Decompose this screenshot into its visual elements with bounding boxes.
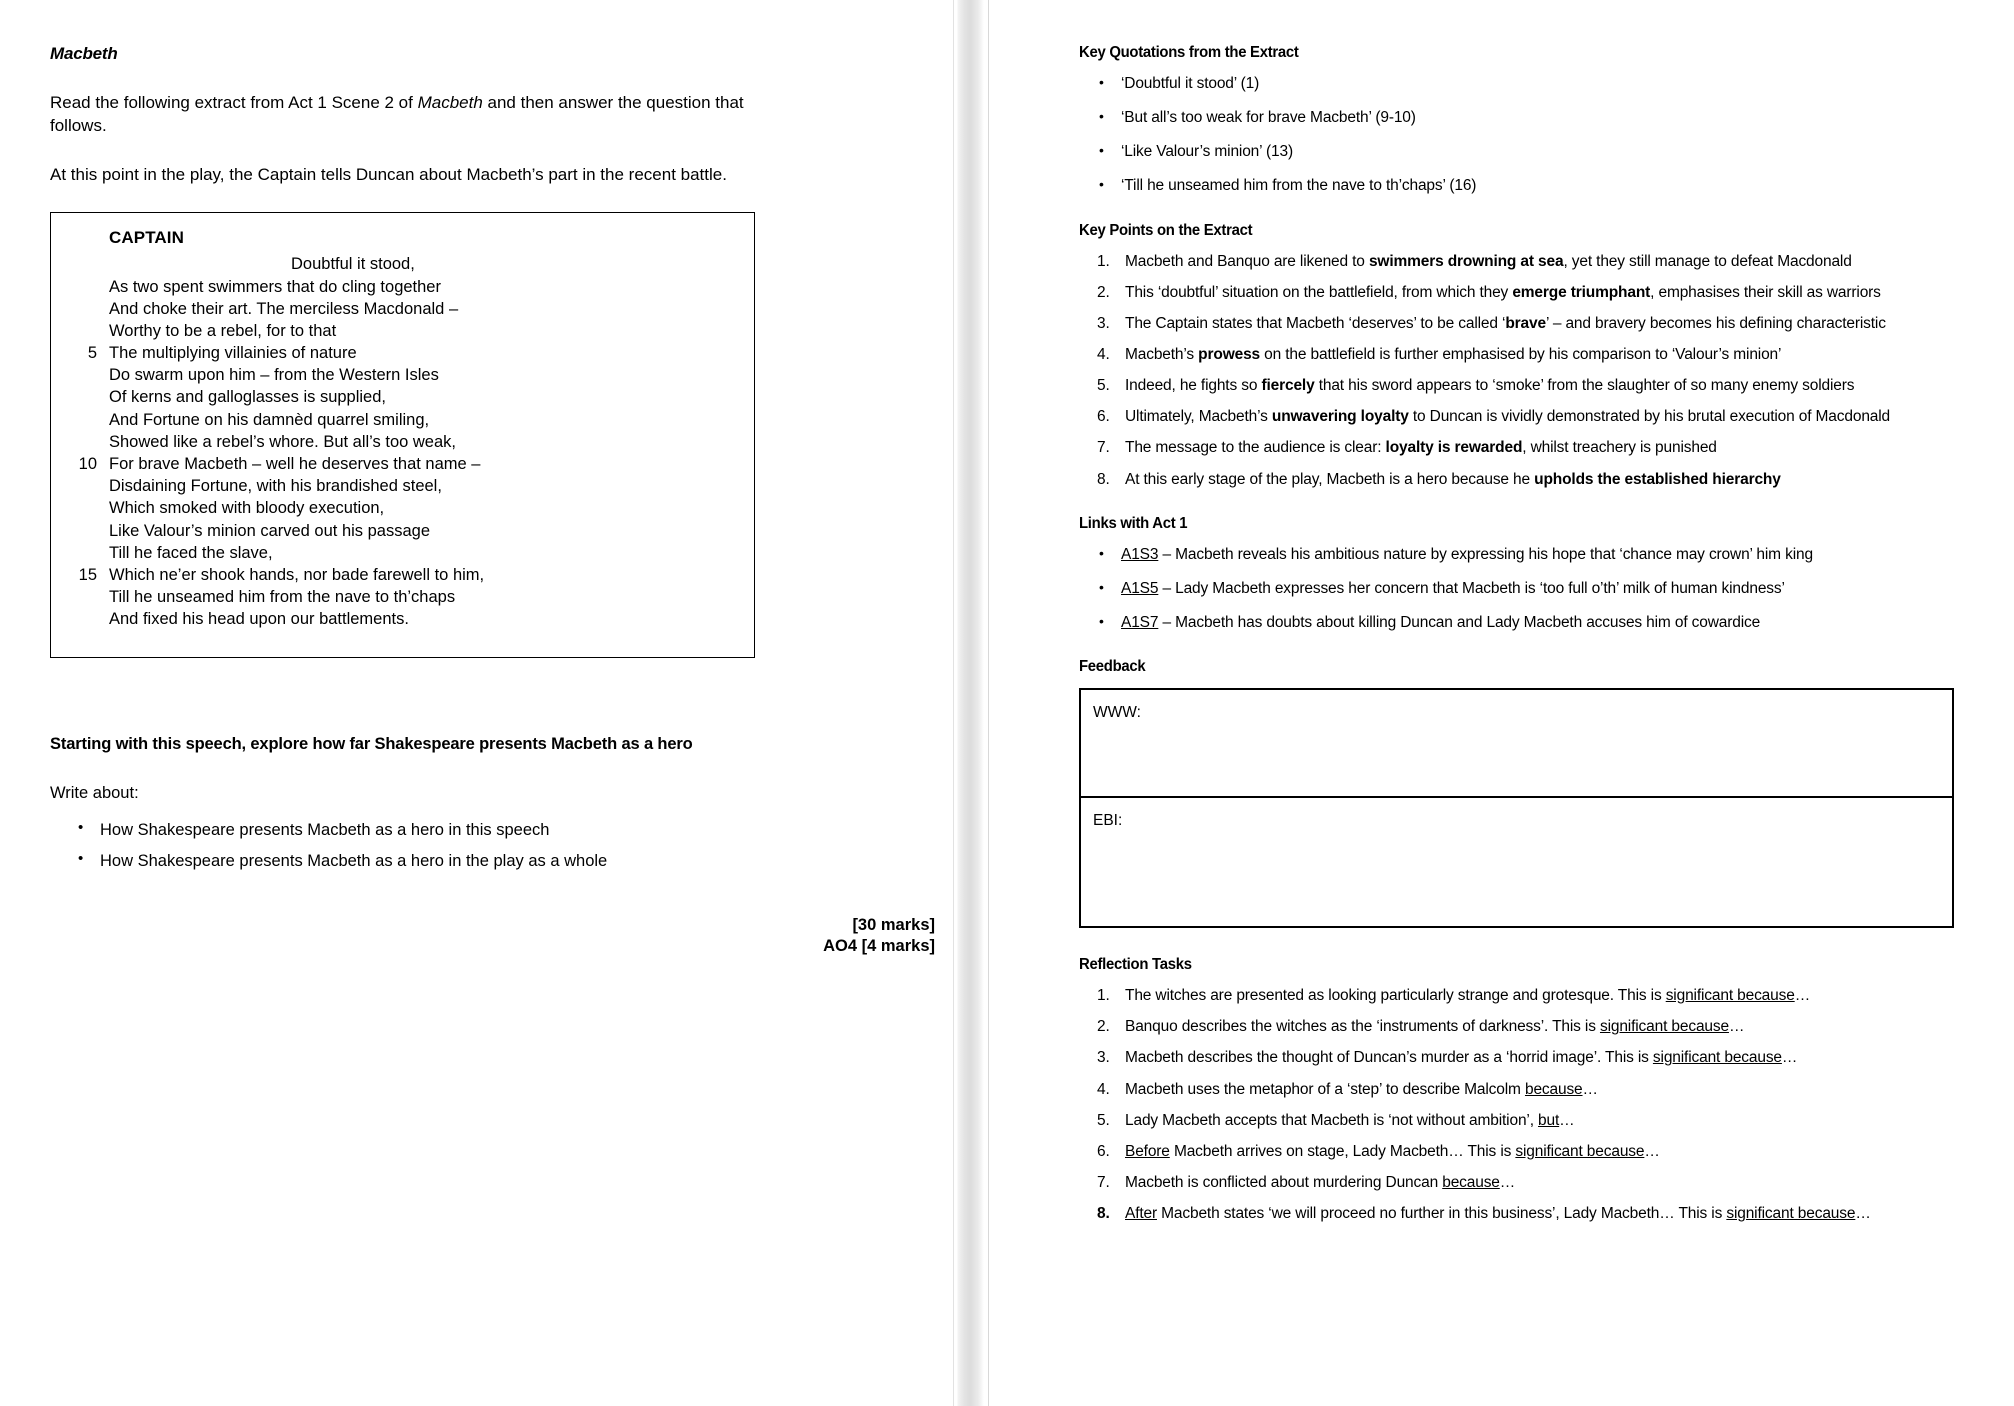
key-point-emphasis: upholds the established hierarchy — [1534, 470, 1781, 488]
feedback-ebi-cell[interactable] — [1081, 798, 1952, 926]
reflection-task-ellipsis: … — [1582, 1080, 1598, 1098]
verse-line — [51, 276, 754, 298]
link-scene-reference: A1S7 — [1121, 613, 1159, 631]
link-item — [1079, 613, 1954, 633]
links-heading: Links with Act 1 — [1079, 514, 1188, 532]
key-quotations-heading: Key Quotations from the Extract — [1079, 44, 1299, 61]
write-about-label: Write about: — [50, 783, 139, 802]
verse-line — [51, 386, 754, 408]
key-point-text: Macbeth’s — [1125, 345, 1199, 363]
key-point-text: The message to the audience is clear: — [1125, 439, 1386, 457]
reflection-lead-underline: After — [1125, 1205, 1157, 1223]
reflection-task-text: Macbeth arrives on stage, Lady Macbeth… This is — [1169, 1142, 1516, 1160]
reflection-sentence-starter: because — [1442, 1173, 1500, 1191]
key-point-text: At this early stage of the play, Macbeth is a hero because he — [1125, 470, 1535, 488]
reflection-task-ellipsis: … — [1794, 987, 1811, 1005]
verse-line — [51, 564, 754, 586]
verse-line — [51, 342, 754, 364]
verse-line-text: Worthy to be a rebel, for to that — [109, 321, 337, 340]
essay-question: Starting with this speech, explore how far Shakespeare presents Macbeth as a hero — [50, 734, 693, 753]
key-point-text-tail: , whilst treachery is punished — [1522, 439, 1717, 457]
key-point-item — [1079, 438, 1954, 458]
reflection-task-ellipsis: … — [1855, 1205, 1871, 1223]
reflection-task-ellipsis: … — [1644, 1142, 1660, 1160]
verse-line — [51, 542, 754, 564]
key-points-list — [1079, 252, 1954, 490]
right-page — [989, 0, 2014, 1406]
key-point-emphasis: brave — [1505, 314, 1546, 332]
reflection-task-item — [1079, 1080, 1954, 1100]
key-quotation-item: • ‘Till he unseamed him from the nave to th’chaps’ (16) — [1079, 176, 1954, 196]
verse-line-text: Of kerns and galloglasses is supplied, — [109, 388, 386, 407]
reflection-sentence-starter: significant because — [1665, 987, 1795, 1005]
reflection-task-text: Macbeth uses the metaphor of a ‘step’ to describe Malcolm — [1125, 1080, 1525, 1098]
key-point-item — [1079, 470, 1954, 490]
play-title-italic: Macbeth — [417, 93, 483, 112]
feedback-www-label: WWW: — [1093, 704, 1141, 722]
verse-line-text: Showed like a rebel’s whore. But all’s too weak, — [109, 432, 456, 451]
key-quotation-item: • ‘Doubtful it stood’ (1) — [1079, 74, 1954, 94]
verse-line-text: The multiplying villainies of nature — [109, 344, 357, 363]
speaker-name: CAPTAIN — [109, 228, 184, 248]
left-page — [0, 0, 953, 1406]
verse-line-text: And choke their art. The merciless Macdonald – — [109, 299, 459, 318]
instruction-paragraph-1 — [50, 91, 750, 137]
write-about-item: • How Shakespeare presents Macbeth as a hero in this speech — [50, 819, 953, 841]
key-point-item — [1079, 376, 1954, 396]
key-point-emphasis: emerge triumphant — [1512, 283, 1651, 301]
verse-line-text: As two spent swimmers that do cling together — [109, 277, 441, 296]
verse-line — [51, 253, 754, 275]
key-point-text: Macbeth and Banquo are likened to — [1125, 252, 1369, 270]
key-point-text-tail: , yet they still manage to defeat Macdonald — [1563, 252, 1852, 270]
feedback-ebi-label: EBI: — [1093, 812, 1123, 830]
marks-allocation — [50, 915, 935, 956]
verse-line — [51, 431, 754, 453]
key-point-text: The Captain states that Macbeth ‘deserves’ to be called ‘ — [1125, 314, 1506, 332]
reflection-task-text: Banquo describes the witches as the ‘instruments of darkness’. This is — [1125, 1018, 1600, 1036]
link-scene-reference: A1S5 — [1121, 579, 1159, 597]
verse-line-text: Disdaining Fortune, with his brandished steel, — [109, 477, 442, 496]
reflection-task-item — [1079, 1017, 1954, 1037]
reflection-task-text: Macbeth states ‘we will proceed no further in this business’, Lady Macbeth… This is — [1156, 1205, 1727, 1223]
key-point-emphasis: unwavering loyalty — [1271, 408, 1409, 426]
reflection-task-text: The witches are presented as looking particularly strange and grotesque. This is — [1125, 987, 1666, 1005]
write-about-item: • How Shakespeare presents Macbeth as a hero in the play as a whole — [50, 850, 953, 872]
verse-line-number: 5 — [87, 344, 97, 363]
reflection-task-item — [1079, 1048, 1954, 1068]
key-quotation-item: • ‘Like Valour’s minion’ (13) — [1079, 142, 1954, 162]
link-description: – Lady Macbeth expresses her concern that Macbeth is ‘too full o’th’ milk of human kindness’ — [1158, 579, 1785, 597]
link-description: – Macbeth reveals his ambitious nature by expressing his hope that ‘chance may crown’ him king — [1158, 545, 1813, 563]
verse-line-number: 10 — [78, 455, 97, 474]
reflection-heading: Reflection Tasks — [1079, 956, 1192, 974]
feedback-www-cell[interactable] — [1081, 690, 1952, 798]
verse-line-number: 15 — [78, 565, 97, 584]
verse-line-text: Which ne’er shook hands, nor bade farewell to him, — [109, 565, 485, 584]
key-quotation-item: • ‘But all’s too weak for brave Macbeth’ (9-10) — [1079, 108, 1954, 128]
verse-line — [51, 520, 754, 542]
verse-line-text: Till he unseamed him from the nave to th’chaps — [109, 588, 456, 607]
marks-total: [30 marks] — [852, 916, 935, 935]
key-point-emphasis: fiercely — [1261, 377, 1315, 395]
feedback-heading: Feedback — [1079, 658, 1146, 676]
reflection-sentence-starter: significant because — [1599, 1018, 1729, 1036]
reflection-task-ellipsis: … — [1559, 1111, 1575, 1129]
reflection-task-text: Macbeth is conflicted about murdering Duncan — [1125, 1173, 1443, 1191]
reflection-sentence-starter: because — [1524, 1080, 1583, 1098]
page-gutter-divider — [953, 0, 989, 1406]
reflection-task-item — [1079, 986, 1954, 1006]
verse-line — [51, 475, 754, 497]
instruction-paragraph-2: At this point in the play, the Captain tells Duncan about Macbeth’s part in the recent battle. — [50, 165, 727, 185]
key-point-emphasis: loyalty is rewarded — [1385, 439, 1523, 457]
reflection-task-ellipsis: … — [1499, 1173, 1516, 1191]
key-point-text: Ultimately, Macbeth’s — [1125, 408, 1272, 426]
reflection-task-text: Macbeth describes the thought of Duncan’s murder as a ‘horrid image’. This is — [1125, 1049, 1653, 1067]
key-point-item — [1079, 345, 1954, 365]
feedback-table — [1079, 688, 1954, 928]
verse-line-text: Like Valour’s minion carved out his passage — [109, 521, 431, 540]
key-point-item — [1079, 283, 1954, 303]
verse-line — [51, 364, 754, 386]
reflection-task-item — [1079, 1111, 1954, 1131]
reflection-task-text: Lady Macbeth accepts that Macbeth is ‘not without ambition’, — [1125, 1111, 1539, 1129]
reflection-sentence-starter: but — [1538, 1111, 1560, 1129]
reflection-tasks-list — [1079, 986, 1954, 1224]
key-point-item — [1079, 252, 1954, 272]
reflection-sentence-starter: significant because — [1652, 1049, 1782, 1067]
verse-line-text: Till he faced the slave, — [109, 543, 273, 562]
verse-line-text: Doubtful it stood, — [291, 255, 415, 274]
reflection-task-item — [1079, 1204, 1954, 1224]
links-list — [1079, 545, 1954, 633]
write-about-list — [50, 819, 953, 873]
link-description: – Macbeth has doubts about killing Duncan and Lady Macbeth accuses him of cowardice — [1158, 613, 1761, 631]
verse-line-text: Which smoked with bloody execution, — [109, 499, 385, 518]
link-scene-reference: A1S3 — [1121, 545, 1159, 563]
verse-line — [51, 497, 754, 519]
key-point-text-tail: ’ – and bravery becomes his defining characteristic — [1545, 314, 1886, 332]
verse-line — [51, 453, 754, 475]
extract-box — [50, 212, 755, 657]
verse-line-text: For brave Macbeth – well he deserves that name – — [109, 455, 481, 474]
verse-line — [51, 586, 754, 608]
reflection-task-item — [1079, 1173, 1954, 1193]
verse-line — [51, 298, 754, 320]
reflection-sentence-starter: significant because — [1515, 1142, 1645, 1160]
key-quotations-list — [1079, 74, 1954, 197]
key-point-text: Indeed, he fights so — [1125, 377, 1262, 395]
key-points-heading: Key Points on the Extract — [1079, 221, 1253, 239]
verse-line-text: And fixed his head upon our battlements. — [109, 610, 409, 629]
key-point-text-tail: to Duncan is vividly demonstrated by his brutal execution of Macdonald — [1408, 408, 1891, 426]
reflection-section — [1079, 956, 1954, 1224]
marks-ao4: AO4 [4 marks] — [823, 936, 935, 955]
verse-line — [51, 409, 754, 431]
link-item — [1079, 545, 1954, 565]
key-point-text: This ‘doubtful’ situation on the battlefield, from which they — [1125, 283, 1513, 301]
reflection-task-ellipsis: … — [1728, 1018, 1745, 1036]
reflection-lead-underline: Before — [1125, 1142, 1170, 1160]
link-item — [1079, 579, 1954, 599]
key-point-text-tail: , emphasises their skill as warriors — [1650, 283, 1881, 301]
extract-verse-lines — [51, 253, 754, 630]
instruction-1-post: and then answer the question that follows. — [50, 93, 744, 136]
key-point-item — [1079, 407, 1954, 427]
page-title: Macbeth — [50, 44, 118, 63]
verse-line — [51, 608, 754, 630]
key-point-emphasis: prowess — [1198, 345, 1261, 363]
reflection-task-ellipsis: … — [1781, 1049, 1798, 1067]
key-point-text-tail: that his sword appears to ‘smoke’ from the slaughter of so many enemy soldiers — [1314, 377, 1855, 395]
key-point-item — [1079, 314, 1954, 334]
verse-line-text: Do swarm upon him – from the Western Isles — [109, 366, 439, 385]
verse-line-text: And Fortune on his damnèd quarrel smiling, — [109, 410, 430, 429]
key-point-text-tail: on the battlefield is further emphasised by his comparison to ‘Valour’s minion’ — [1260, 345, 1782, 363]
reflection-sentence-starter: significant because — [1726, 1205, 1856, 1223]
instruction-1-pre: Read the following extract from Act 1 Scene 2 of — [50, 93, 418, 112]
key-point-emphasis: swimmers drowning at sea — [1368, 252, 1564, 270]
verse-line — [51, 320, 754, 342]
reflection-task-item — [1079, 1142, 1954, 1162]
